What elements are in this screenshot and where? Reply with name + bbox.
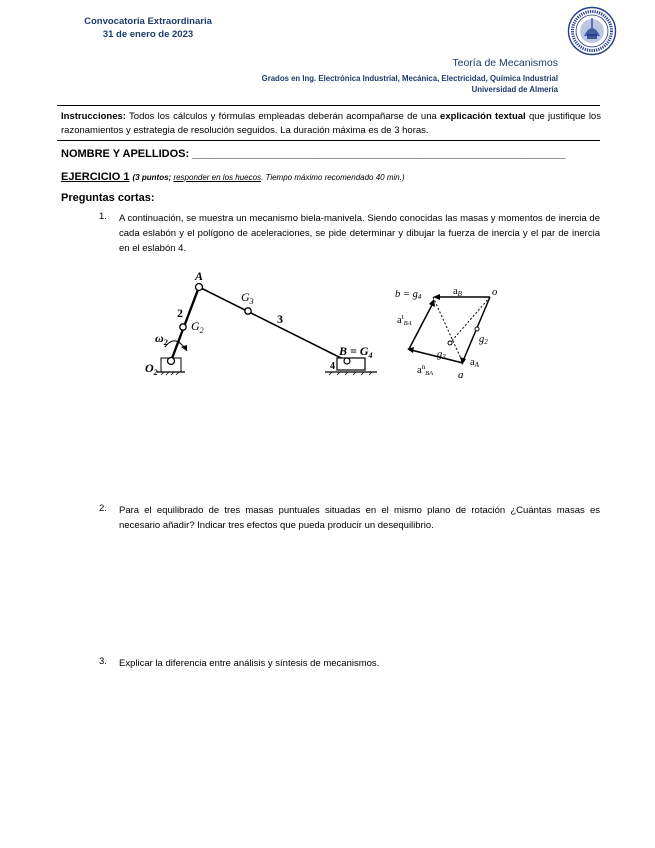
bottom-divider bbox=[57, 140, 600, 141]
subject-name: Teoría de Mecanismos bbox=[452, 57, 558, 69]
arrow-ab bbox=[433, 294, 440, 300]
label-point-a: a bbox=[458, 369, 464, 381]
section-title: Preguntas cortas: bbox=[61, 192, 155, 204]
acceleration-polygon-figure bbox=[393, 283, 503, 377]
label-ab: aB bbox=[453, 286, 462, 298]
point-g2 bbox=[475, 327, 479, 331]
label-aa: aA bbox=[470, 357, 479, 369]
question-2-number: 2. bbox=[99, 503, 107, 514]
degrees-line: Grados en Ing. Electrónica Industrial, Mecánica, Electricidad, Química Industrial bbox=[261, 74, 558, 83]
exercise-points: (3 puntos; bbox=[132, 173, 172, 182]
point-g3 bbox=[448, 341, 452, 345]
question-3-text: Explicar la diferencia entre análisis y síntesis de mecanismos. bbox=[119, 658, 380, 669]
exercise-heading bbox=[61, 171, 405, 183]
label-g3: $G_3$ bbox=[241, 290, 254, 306]
instructions bbox=[61, 110, 601, 138]
convocatoria-title: Convocatoria Extraordinaria bbox=[84, 16, 212, 27]
center-g2 bbox=[180, 324, 186, 330]
instructions-label: Instrucciones: bbox=[61, 111, 126, 122]
label-link-2: 2 bbox=[177, 306, 183, 320]
label-g2: g2 bbox=[479, 334, 488, 346]
question-2-text: Para el equilibrado de tres masas puntuales situadas en el mismo plano de rotación ¿Cuántas masas es necesario añadir? Indicar tres efectos que pueda producir un desequilibrio. bbox=[119, 505, 600, 531]
link-3-coupler bbox=[199, 287, 347, 361]
vector-atba bbox=[409, 303, 433, 349]
instructions-text-2: que justifique los razonamientos y estrategia de resolución seguidos. La duración máxima es de 3 horas. bbox=[61, 111, 601, 136]
question-1-text: A continuación, se muestra un mecanismo biela-manivela. Siendo conocidas las masas y momentos de inercia de cada eslabón y el polígono de aceleraciones, se pide determinar y dibujar la fuerza de inercia y el par de inercia en el eslabón 4. bbox=[119, 213, 600, 254]
label-link-3: 3 bbox=[277, 312, 283, 326]
label-b-g4: $B = G_4$ bbox=[339, 344, 373, 360]
instructions-emphasis: explicación textual bbox=[440, 111, 526, 122]
instructions-text-1: Todos los cálculos y fórmulas empleadas deberán acompañarse de una bbox=[125, 111, 441, 122]
slider-crank-mechanism-figure bbox=[135, 265, 385, 380]
label-b-g4: b = g4 bbox=[395, 289, 422, 301]
question-3-number: 3. bbox=[99, 656, 107, 667]
joint-o2 bbox=[168, 358, 175, 365]
university-name: Universidad de Almería bbox=[471, 85, 558, 94]
exam-date: 31 de enero de 2023 bbox=[102, 29, 194, 40]
arrow-aa bbox=[460, 357, 466, 365]
label-link-4: 4 bbox=[330, 361, 335, 372]
exercise-mode: responder en los huecos bbox=[173, 173, 262, 182]
name-label: NOMBRE Y APELLIDOS: bbox=[61, 148, 193, 160]
label-omega: $\omega_2$ bbox=[155, 331, 168, 347]
label-anba: $a^n_{BA}$ bbox=[417, 363, 434, 377]
exercise-time: . Tiempo máximo recomendado 40 min.) bbox=[261, 173, 405, 182]
convocatoria-block bbox=[68, 15, 228, 41]
label-g2: $G_2$ bbox=[191, 319, 204, 335]
label-o2: $O_2$ bbox=[145, 361, 158, 377]
joint-a bbox=[196, 284, 203, 291]
arrow-anba bbox=[407, 347, 414, 353]
top-divider bbox=[57, 105, 600, 106]
question-1-number: 1. bbox=[99, 211, 107, 222]
omega-arrowhead bbox=[181, 345, 187, 351]
label-atba: $a^t_{BA}$ bbox=[397, 313, 412, 327]
name-field[interactable] bbox=[61, 148, 602, 160]
university-seal-logo bbox=[567, 6, 617, 56]
center-g3 bbox=[245, 308, 251, 314]
label-g3: g3 bbox=[437, 349, 446, 361]
exercise-title: EJERCICIO 1 bbox=[61, 171, 130, 183]
label-a: A bbox=[195, 269, 204, 283]
label-o: o bbox=[492, 287, 498, 298]
name-blank-line: _____________________________________________________________ bbox=[192, 148, 566, 160]
exercise-details bbox=[133, 173, 405, 182]
